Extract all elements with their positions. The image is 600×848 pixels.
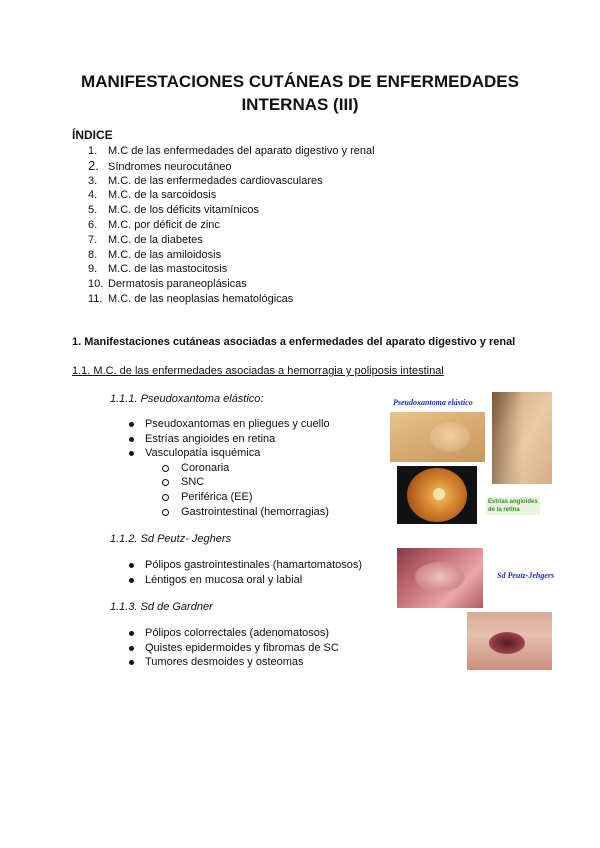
sub-list-item: SNC (127, 475, 330, 490)
retina-caption: Estrías angioides de la retina (488, 499, 538, 513)
pseudoxantoma-caption: Pseudoxantoma elástico (393, 398, 473, 407)
page-title (60, 70, 540, 116)
toc-item: 11. M.C. de las neoplasias hematológicas (88, 292, 294, 305)
skin-fold-photo (390, 412, 485, 462)
toc-item: 7. M.C. de la diabetes (88, 233, 203, 246)
retina-photo (397, 466, 477, 524)
pseudoxantoma-list (127, 417, 330, 519)
toc-item: 6. M.C. por déficit de zinc (88, 218, 220, 231)
toc-item: 8. M.C. de las amiloidosis (88, 248, 222, 261)
neck-skin-photo (492, 392, 552, 484)
oral-lentigines-photo (397, 548, 483, 608)
title-line-1: MANIFESTACIONES CUTÁNEAS DE ENFERMEDADES (81, 72, 519, 91)
toc-item: 1. M.C de las enfermedades del aparato digestivo y renal (88, 145, 375, 157)
list-item: Léntigos en mucosa oral y labial (127, 573, 362, 588)
list-item: Pólipos gastrointestinales (hamartomatosos) (127, 558, 362, 573)
list-item: Pólipos colorrectales (adenomatosos) (127, 626, 339, 641)
title-line-2: INTERNAS (III) (241, 95, 359, 114)
toc-item: 2. Síndromes neurocutáneo (88, 157, 232, 173)
toc-item: 5. M.C. de los déficits vitamínicos (88, 204, 259, 217)
subsection-1-1-2-heading: 1.1.2. Sd Peutz- Jeghers (110, 533, 232, 545)
toc-item: 4. M.C. de la sarcoidosis (88, 189, 217, 202)
toc-item: 10. Dermatosis paraneoplásicas (88, 278, 247, 291)
list-item: Estrías angioides en retina (127, 432, 330, 447)
table-of-contents (88, 144, 375, 307)
lips-photo (467, 612, 552, 670)
peutz-jeghers-caption: Sd Peutz-Jehgers (497, 571, 555, 580)
sub-list-item: Gastrointestinal (hemorragias) (127, 505, 330, 520)
list-item: Vasculopatía isquémica (127, 446, 330, 461)
list-item: Quistes epidermoides y fibromas de SC (127, 641, 339, 656)
subsection-1-1-heading: 1.1. M.C. de las enfermedades asociadas a hemorragia y poliposis intestinal (72, 365, 444, 377)
peutz-jeghers-list (127, 558, 362, 587)
list-item: Tumores desmoides y osteomas (127, 655, 339, 670)
sub-list-item: Coronaria (127, 461, 330, 476)
index-heading: ÍNDICE (72, 128, 113, 142)
subsection-1-1-3-heading: 1.1.3. Sd de Gardner (110, 601, 213, 613)
gardner-list (127, 626, 339, 670)
toc-item: 9. M.C. de las mastocitosis (88, 263, 228, 276)
section-1-heading: 1. Manifestaciones cutáneas asociadas a enfermedades del aparato digestivo y renal (72, 336, 516, 348)
list-item: Pseudoxantomas en pliegues y cuello (127, 417, 330, 432)
subsection-1-1-1-heading: 1.1.1. Pseudoxantoma elástico: (110, 393, 264, 405)
sub-list-item: Periférica (EE) (127, 490, 330, 505)
toc-item: 3. M.C. de las enfermedades cardiovasculares (88, 174, 323, 187)
